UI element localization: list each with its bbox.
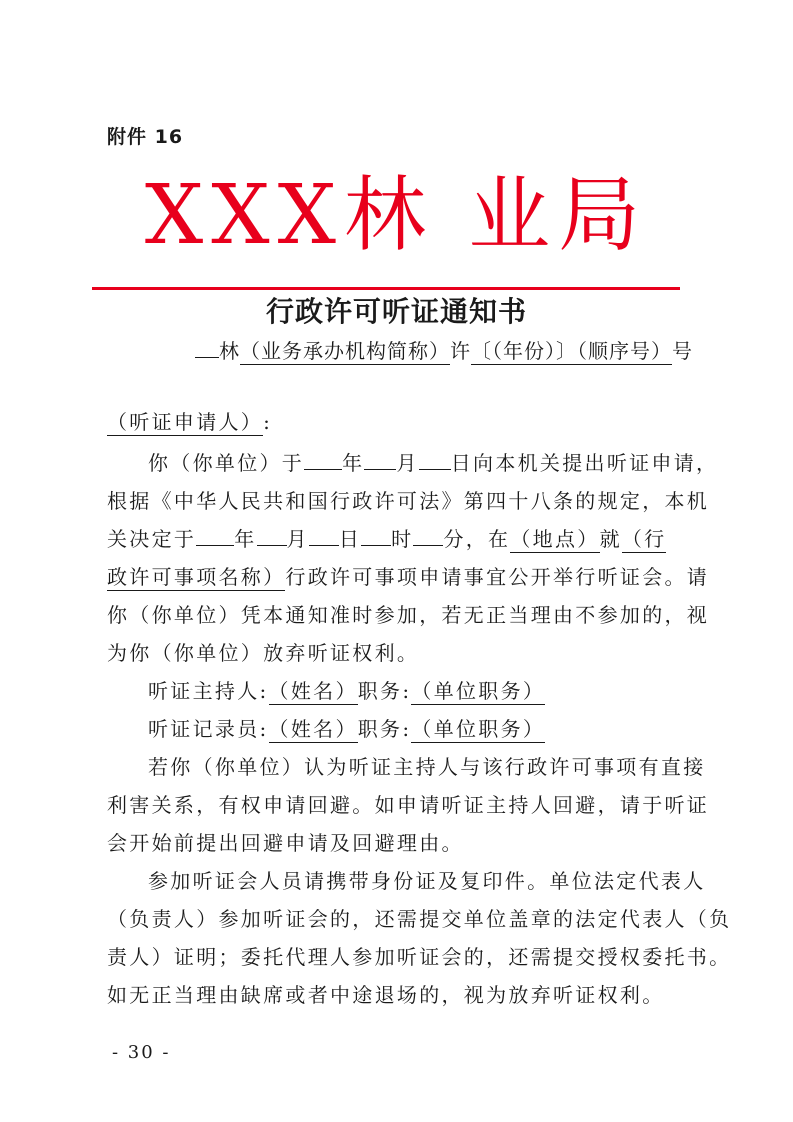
doc-number-prefix: 林: [219, 339, 240, 363]
p1-line-2: 根据《中华人民共和国行政许可法》第四十八条的规定，本机: [107, 489, 710, 513]
p1-text: 你（你单位）于: [148, 451, 305, 475]
recorder-title-label: 职务:: [357, 717, 412, 741]
p1-text: 关决定于: [107, 527, 197, 551]
blank-year: [304, 468, 342, 470]
p3-line-3: 责人）证明；委托代理人参加听证会的，还需提交授权委托书。: [107, 945, 732, 969]
p1-text: 就: [599, 527, 622, 551]
p2-line-3: 会开始前提出回避申请及回避理由。: [107, 831, 464, 855]
p1-line-4: [107, 559, 709, 595]
document-title: 行政许可听证通知书: [265, 295, 527, 328]
p1-text: 日向本机关提出听证申请，: [450, 451, 719, 475]
p1-text: 日: [338, 527, 362, 551]
hearing-place: （地点）: [510, 527, 600, 551]
blank-month: [257, 544, 287, 546]
p2-line-1: 若你（你单位）认为听证主持人与该行政许可事项有直接: [148, 755, 706, 779]
hearing-recorder-line: [148, 711, 545, 747]
p1-line-1: [148, 445, 718, 481]
p2-line-2: 利害关系，有权申请回避。如申请听证主持人回避，请于听证: [107, 793, 710, 817]
p1-text: 年: [342, 451, 365, 475]
page-number: - 30 -: [112, 1042, 171, 1063]
annex-label: 附件 16: [107, 126, 184, 148]
red-header-rule: [92, 287, 680, 290]
recorder-name: （姓名）: [268, 717, 358, 741]
doc-number-org-abbr: （业务承办机构简称）: [240, 339, 450, 363]
blank-year: [196, 544, 234, 546]
recorder-title: （单位职务）: [411, 717, 546, 741]
addressee-line: [107, 404, 272, 440]
document-number: [195, 336, 693, 366]
blank-month: [364, 468, 396, 470]
addressee: （听证申请人）: [107, 410, 264, 434]
host-name: （姓名）: [268, 679, 358, 703]
p3-line-1: 参加听证会人员请携带身份证及复印件。单位法定代表人: [148, 869, 706, 893]
doc-number-xu: 许: [450, 339, 471, 363]
host-title-label: 职务:: [357, 679, 412, 703]
p1-text: 年: [234, 527, 257, 551]
hearing-host-line: [148, 673, 545, 709]
p1-text: 月: [396, 451, 419, 475]
recorder-label: 听证记录员:: [148, 717, 269, 741]
host-title: （单位职务）: [411, 679, 546, 703]
p1-line-3: [107, 521, 666, 557]
blank-day: [419, 468, 451, 470]
p1-text: 月: [286, 527, 309, 551]
addressee-colon: :: [263, 410, 273, 434]
p1-text: 分，在: [443, 527, 511, 551]
p1-text: 时: [391, 527, 414, 551]
permit-item-start: （行: [621, 527, 667, 551]
permit-item-name: 政许可事项名称）: [107, 565, 286, 589]
blank-prefix: [195, 356, 219, 358]
blank-day: [309, 544, 339, 546]
blank-minute: [413, 544, 443, 546]
p1-line-6: 为你（你单位）放弃听证权利。: [107, 641, 420, 665]
doc-number-year-seq: 〔（年份）〕（顺序号）: [471, 339, 672, 363]
blank-hour: [361, 544, 391, 546]
doc-number-suffix: 号: [672, 339, 693, 363]
p3-line-2: （负责人）参加听证会的，还需提交单位盖章的法定代表人（负: [107, 907, 732, 931]
p1-text: 行政许可事项申请事宜公开举行听证会。请: [285, 565, 710, 589]
issuing-organization-title: XXX林 业局: [144, 168, 649, 263]
p1-line-5: 你（你单位）凭本通知准时参加，若无正当理由不参加的，视: [107, 603, 710, 627]
p3-line-4: 如无正当理由缺席或者中途退场的，视为放弃听证权利。: [107, 983, 665, 1007]
host-label: 听证主持人:: [148, 679, 269, 703]
